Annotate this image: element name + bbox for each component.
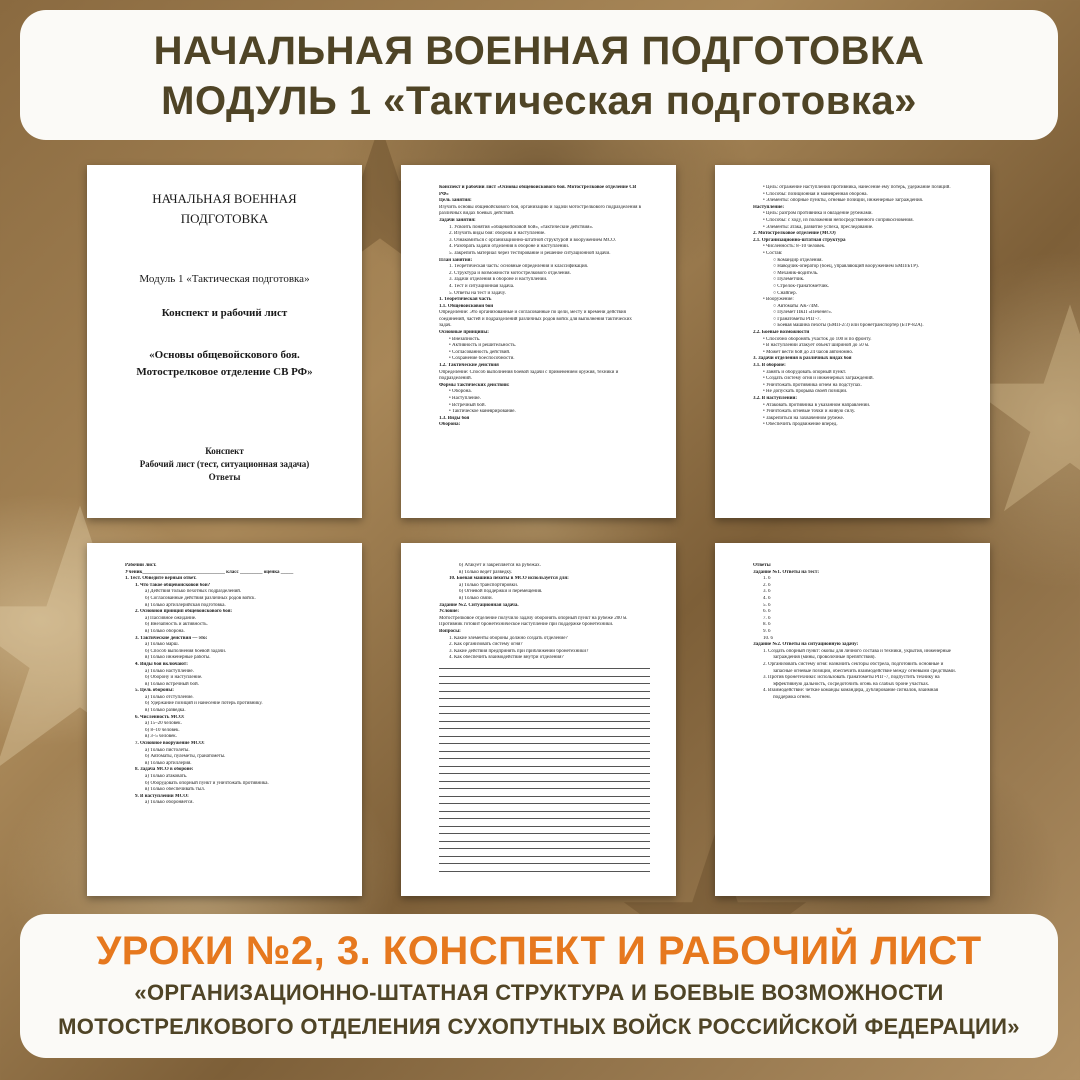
- text-line: 10. б: [763, 635, 774, 641]
- text-line: 10. Боевая машина пехоты в МСО используется для:: [449, 576, 569, 582]
- answer-line: [439, 818, 650, 819]
- text-line: б) Способ выполнения боевой задачи.: [145, 648, 227, 654]
- document-page-answers: [715, 543, 990, 896]
- text-line: соединений, частей и подразделений различных родов войск для выполнения тактических: [439, 316, 632, 322]
- text-line: РФ»: [439, 191, 449, 197]
- text-line: 9. б: [763, 628, 771, 634]
- text-line: Ответы: [753, 563, 771, 568]
- text-line: • В наступлении атакует объект шириной до 50 м.: [763, 343, 870, 349]
- text-line: в) Только обеспечивать тыл.: [145, 787, 205, 793]
- text-line: 3. б: [763, 589, 771, 595]
- text-line: • Оборона.: [449, 389, 472, 395]
- cover-topic-line2: Мотострелковое отделение СВ РФ»: [136, 366, 313, 378]
- answer-line: [439, 676, 650, 677]
- answer-line: [439, 728, 650, 729]
- text-line: 2. Организовать систему огня: назначить секторы обстрела, подготовить основные и: [763, 661, 944, 667]
- text-line: 4. Как обеспечить взаимодействие внутри отделения?: [449, 655, 564, 661]
- text-line: б) Согласованные действия различных родов войск.: [145, 595, 256, 601]
- text-line: 1. Какие элементы обороны должно создать отделение?: [449, 635, 568, 641]
- text-line: 7. б: [763, 615, 771, 621]
- text-line: • Может вести бой до 24 часов автономно.: [763, 349, 854, 355]
- text-line: б) 8–10 человек.: [145, 727, 180, 733]
- answer-line: [439, 721, 650, 722]
- text-line: в) Только связи.: [459, 595, 493, 601]
- text-line: • Цель: отражение наступления противника, нанесение ему потерь, удержание позиций.: [763, 185, 951, 190]
- answer-line: [439, 841, 650, 842]
- answer-line: [439, 773, 650, 774]
- text-line: • Закрепиться на захваченном рубеже.: [763, 415, 844, 421]
- cover-contents-line1: Конспект: [205, 446, 244, 456]
- text-line: ○ Пулемет ПКП «Печенег».: [773, 310, 833, 316]
- answer-line: [439, 826, 650, 827]
- answer-line: [439, 863, 650, 864]
- lessons-title: УРОКИ №2, 3. КОНСПЕКТ И РАБОЧИЙ ЛИСТ: [96, 929, 982, 973]
- text-line: 2. б: [763, 582, 771, 588]
- text-line: 6. Численность МСО:: [135, 714, 185, 720]
- text-line: 8. б: [763, 622, 771, 628]
- text-line: в) Только встречный бой.: [145, 681, 199, 687]
- text-line: Задание №2. Ситуационная задача.: [439, 602, 519, 608]
- text-line: 1. Создать опорный пункт: окопы для личного состава и техники, укрытия, инженерные: [763, 648, 951, 654]
- header-title-line1: НАЧАЛЬНАЯ ВОЕННАЯ ПОДГОТОВКА: [153, 29, 925, 73]
- text-line: ○ Наводчик-оператор (боец, управляющий вооружением БМП/БТР).: [773, 264, 919, 270]
- text-line: в) Только оборона.: [145, 628, 185, 634]
- page-text: [401, 543, 676, 872]
- text-line: поддержка огнем.: [773, 694, 811, 700]
- text-line: 1. Что такое общевойсковой бой?: [135, 582, 211, 588]
- cover-kind: Конспект и рабочий лист: [161, 307, 288, 319]
- text-line: в) Только артиллерийская подготовка.: [145, 602, 226, 608]
- text-line: План занятия:: [439, 257, 473, 263]
- text-line: ○ Механик-водитель.: [773, 270, 819, 276]
- answer-line: [439, 751, 650, 752]
- text-line: различных видах боевых действий.: [439, 211, 515, 217]
- cover-title: [105, 189, 344, 229]
- text-line: • Атаковать противника в указанном направлении.: [763, 402, 871, 408]
- text-line: 3. Ознакомиться с организационно-штатной структурой и вооружением МСО.: [449, 237, 616, 243]
- text-line: • Занять и оборудовать опорный пункт.: [763, 369, 847, 375]
- text-line: Изучить основы общевойскового боя, организацию и задачи мотострелкового подразделения в: [439, 204, 642, 210]
- document-page-cover: [87, 165, 362, 518]
- text-line: • Уничтожать противника огнем на подступах.: [763, 382, 862, 388]
- text-line: ○ Боевая машина пехоты (БМП-2/3) или бронетранспортер (БТР-82А).: [773, 323, 924, 329]
- text-line: Определение: Это организованные и согласованные по цели, месту и времени действия: [439, 310, 626, 316]
- header-banner: [20, 10, 1058, 140]
- text-line: • Уничтожать огневые точки и живую силу.: [763, 409, 856, 415]
- text-line: 3. Задачи отделения в обороне и наступлении.: [449, 277, 548, 283]
- answer-line: [439, 766, 650, 767]
- page-text: [715, 165, 990, 429]
- cover-title-line1: НАЧАЛЬНАЯ ВОЕННАЯ: [152, 191, 297, 206]
- text-line: • Цель: разгром противника и овладение рубежами.: [763, 211, 873, 217]
- text-line: а) Действия только пехотных подразделений.: [145, 589, 242, 595]
- text-line: Вопросы:: [439, 628, 461, 634]
- text-line: а) Только отступление.: [145, 694, 194, 700]
- document-page-worksheet-task: [401, 543, 676, 896]
- text-line: 5. Закрепить материал через тестирование и решение ситуационной задачи.: [449, 250, 611, 256]
- text-line: • Элементы: опорные пункты, огневые позиции, инженерные заграждения.: [763, 198, 924, 204]
- text-line: ○ Стрелок-гранатометчик.: [773, 283, 830, 289]
- cover-contents: [105, 445, 344, 484]
- answer-line: [439, 833, 650, 834]
- answer-line: [439, 668, 650, 669]
- text-line: • Способы: позиционная и маневренная оборона.: [763, 191, 868, 197]
- text-line: а) Только атаковать.: [145, 774, 188, 779]
- text-line: 2.1. Организационно-штатная структура: [753, 237, 846, 243]
- text-line: • Способы: с ходу, из положения непосредственного соприкосновения.: [763, 217, 914, 223]
- cover-module: Модуль 1 «Тактическая подготовка»: [139, 273, 310, 285]
- answer-line: [439, 698, 650, 699]
- page-text: [87, 543, 362, 807]
- text-line: 6. б: [763, 609, 771, 615]
- text-line: 5. б: [763, 602, 771, 608]
- text-line: 2. Изучить виды боя: оборона и наступление.: [449, 231, 546, 237]
- text-line: 1. Теоретическая часть: [439, 297, 492, 303]
- text-line: Условие:: [439, 609, 459, 615]
- text-line: Мотострелковое отделение получило задачу оборонять опорный пункт на рубеже 200 м.: [439, 615, 628, 621]
- text-line: заграждения (мины, проволочные препятствия).: [773, 655, 876, 661]
- text-line: б) Внезапность и активность.: [145, 622, 208, 628]
- text-line: б) Удержание позиций и нанесение потерь противнику.: [145, 701, 263, 707]
- text-line: 4. Тест и ситуационная задача.: [449, 283, 515, 289]
- text-line: • Численность: 8–10 человек.: [763, 244, 826, 250]
- text-line: 8. Задача МСО в обороне:: [135, 767, 194, 773]
- text-line: а) Только пистолеты.: [145, 747, 190, 753]
- text-line: Конспект и рабочий лист «Основы общевойскового боя. Мотострелковое отделение СВ: [439, 185, 637, 190]
- text-line: 3.2. В наступлении:: [753, 396, 798, 401]
- text-line: а) Только обороняется.: [145, 800, 194, 806]
- text-line: • Не допускать прорыва своей позиции.: [763, 389, 848, 395]
- text-line: а) Пассивное ожидание.: [145, 615, 197, 621]
- cover-topic-line1: «Основы общевойскового боя.: [149, 349, 300, 361]
- lesson-topic-line2: МОТОСТРЕЛКОВОГО ОТДЕЛЕНИЯ СУХОПУТНЫХ ВОЙСК РОССИЙСКОЙ ФЕДЕРАЦИИ»: [58, 1014, 1020, 1039]
- text-line: эффективную дальность, сосредоточить огонь на слабых броне участках.: [773, 681, 930, 687]
- answer-line: [439, 788, 650, 789]
- text-line: 1.2. Тактические действия: [439, 363, 499, 369]
- text-line: • Элементы: атака, развитие успеха, преследование.: [763, 224, 874, 230]
- text-line: б) Огневой поддержки и перемещения.: [459, 589, 543, 595]
- text-line: Противник готовит бронетехническое наступление при поддержке бронетехники.: [439, 622, 614, 628]
- text-line: 9. В наступлении МСО:: [135, 793, 189, 799]
- document-page-conspect-2: [715, 165, 990, 518]
- answer-line: [439, 743, 650, 744]
- text-line: б) Оборудовать опорный пункт и уничтожать противника.: [145, 780, 269, 786]
- text-line: 2. Структура и возможности мотострелкового отделения.: [449, 270, 571, 276]
- answer-line: [439, 811, 650, 812]
- text-line: ○ Автоматы АК-74М.: [773, 303, 819, 309]
- text-line: Задание №1. Ответы на тест:: [753, 569, 820, 575]
- text-line: в) Только разведка.: [145, 708, 186, 714]
- text-line: б) Автоматы, пулеметы, гранатометы.: [145, 754, 226, 760]
- page-text: [401, 165, 676, 429]
- text-line: • Активность и решительность.: [449, 343, 517, 349]
- document-page-worksheet-test: [87, 543, 362, 896]
- cover-topic: [105, 347, 344, 381]
- text-line: Задачи занятия:: [439, 217, 476, 223]
- text-line: ○ Снайпер.: [773, 290, 797, 296]
- text-line: 2. Основной принцип общевойскового боя:: [135, 609, 233, 615]
- text-line: 1. Усвоить понятия «общевойсковой бой», «тактические действия».: [449, 224, 594, 230]
- lesson-topic-line1: «ОРГАНИЗАЦИОННО-ШТАТНАЯ СТРУКТУРА И БОЕВЫЕ ВОЗМОЖНОСТИ: [134, 980, 944, 1005]
- answer-line: [439, 706, 650, 707]
- cover-contents-line3: Ответы: [208, 472, 241, 482]
- text-line: • Обеспечить продвижение вперед.: [763, 422, 838, 428]
- text-line: в) Только инженерные работы.: [145, 655, 211, 661]
- text-line: 3. Против бронетехники: использовать гранатометы РПГ-7, подпустить технику на: [763, 675, 940, 681]
- answer-line: [439, 781, 650, 782]
- text-line: Формы тактических действий:: [439, 382, 510, 388]
- text-line: 1.1. Общевойсковой бой: [439, 303, 494, 309]
- text-line: Цель занятия:: [439, 198, 472, 204]
- text-line: 1. б: [763, 576, 771, 582]
- text-line: 1.3. Виды боя: [439, 415, 470, 421]
- text-line: • Сохранение боеспособности.: [449, 356, 515, 362]
- text-line: Ученик_________________________________ класс _________ оценка _____: [125, 569, 294, 575]
- text-line: а) Только марш.: [145, 642, 179, 648]
- text-line: • Способно оборонять участок до 100 м по фронту.: [763, 336, 872, 342]
- text-line: • Встречный бой.: [449, 402, 486, 408]
- cover-contents-line2: Рабочий лист (тест, ситуационная задача): [139, 459, 310, 469]
- text-line: 1. Теоретическая часть: основные определения и классификация.: [449, 264, 589, 270]
- text-line: в) Только ведет разведку.: [459, 569, 513, 575]
- text-line: • Создать систему огня и инженерных заграждений.: [763, 376, 874, 382]
- text-line: а) Только наступление.: [145, 668, 194, 674]
- text-line: а) 15–20 человек.: [145, 721, 182, 727]
- text-line: • Состав:: [763, 250, 783, 256]
- cover-title-line2: ПОДГОТОВКА: [180, 211, 269, 226]
- answer-line: [439, 848, 650, 849]
- text-line: 1. Тест. Обведите верный ответ.: [125, 576, 197, 582]
- text-line: ○ Гранатометы РПГ-7.: [773, 316, 821, 322]
- answer-line: [439, 796, 650, 797]
- text-line: 3. Задачи отделения в различных видах боя: [753, 356, 852, 362]
- answer-line: [439, 713, 650, 714]
- text-line: 2. Мотострелковое отделение (МСО): [753, 231, 836, 237]
- text-line: • Наступление.: [449, 396, 481, 401]
- answer-line: [439, 683, 650, 684]
- answer-line: [439, 758, 650, 759]
- text-line: 3. Какие действия предпринять при приближении бронетехники?: [449, 648, 589, 654]
- text-line: ○ Пулеметчик.: [773, 277, 805, 283]
- page-text: [715, 543, 990, 701]
- header-title-line2: МОДУЛЬ 1 «Тактическая подготовка»: [161, 79, 917, 123]
- text-line: Оборона:: [439, 422, 461, 428]
- text-line: • Вооружение:: [763, 297, 794, 303]
- answer-line: [439, 803, 650, 804]
- text-line: ○ Командир отделения.: [773, 257, 823, 263]
- text-line: 7. Основное вооружение МСО:: [135, 741, 205, 747]
- text-line: в) Только артиллерия.: [145, 760, 192, 766]
- answer-line: [439, 871, 650, 872]
- text-line: б) Оборону и наступление.: [145, 675, 203, 681]
- text-line: • Внезапность.: [449, 336, 481, 342]
- text-line: Определение: Способ выполнения боевой задачи с применением оружия, техники и: [439, 369, 619, 375]
- text-line: 5. Ответы на тест и задачу.: [449, 290, 506, 296]
- text-line: запасные огневые позиции, обеспечить взаимодействие между огневыми средствами.: [773, 668, 956, 674]
- text-line: б) Атакует и закрепляется на рубежах.: [459, 563, 541, 568]
- text-line: 4. б: [763, 595, 771, 601]
- text-line: 4. Разобрать задачи отделения в обороне и наступлении.: [449, 244, 570, 250]
- answer-line: [439, 736, 650, 737]
- text-line: 4. Виды боя включают:: [135, 661, 188, 667]
- text-line: 4. Взаимодействие: четкие команды командира, дублирование сигналов, взаимная: [763, 688, 938, 694]
- text-line: задач.: [439, 323, 452, 329]
- text-line: 2. Как организовать систему огня?: [449, 642, 523, 648]
- answer-line: [439, 691, 650, 692]
- document-page-conspect-1: [401, 165, 676, 518]
- text-line: 5. Цель обороны:: [135, 688, 174, 694]
- text-line: 2.2. Боевые возможности: [753, 330, 810, 336]
- text-line: • Тактическое маневрирование.: [449, 409, 516, 415]
- text-line: 3. Тактические действия — это:: [135, 635, 208, 641]
- footer-banner: [20, 914, 1058, 1058]
- text-line: Наступление:: [753, 204, 785, 210]
- text-line: • Согласованность действий.: [449, 349, 511, 355]
- answer-line: [439, 856, 650, 857]
- text-line: подразделений.: [439, 376, 472, 382]
- text-line: Рабочий лист.: [125, 563, 157, 568]
- text-line: а) Только транспортировки.: [459, 582, 518, 588]
- text-line: в) 3–5 человек.: [145, 734, 177, 740]
- text-line: Основные принципы:: [439, 330, 489, 336]
- text-line: 3.1. В обороне:: [753, 363, 786, 369]
- text-line: Задание №2. Ответы на ситуационную задачу:: [753, 642, 859, 648]
